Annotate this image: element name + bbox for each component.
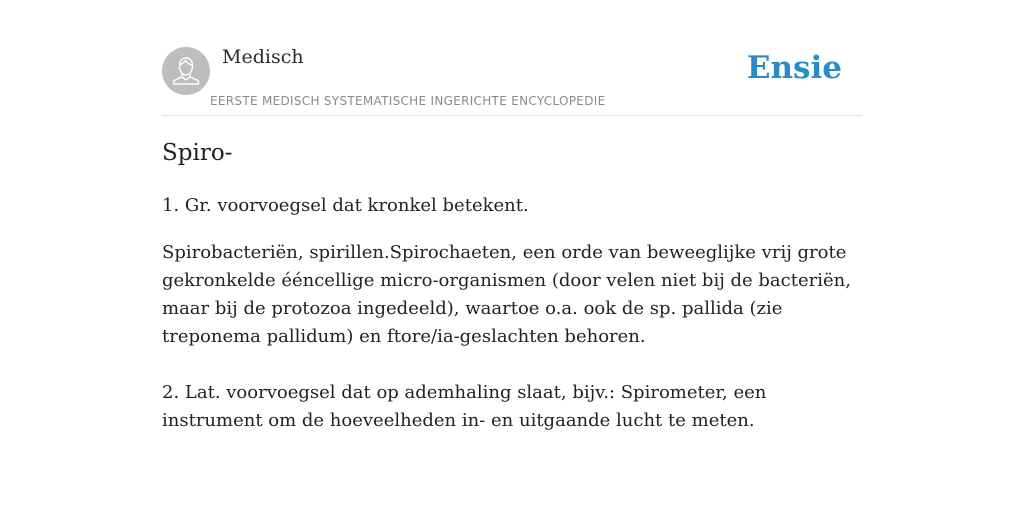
- entry-page: [162, 0, 862, 431]
- user-avatar-icon[interactable]: [162, 47, 210, 95]
- page-header: [162, 0, 862, 116]
- brand-logo[interactable]: Ensie: [746, 50, 842, 86]
- person-outline-icon: [162, 47, 210, 95]
- entry-body: [162, 192, 862, 435]
- entry-paragraph-2: Spirobacteriën, spirillen.Spirochaeten, een orde van beweeglijke vrij grote gekronkelde ééncellige micro-organismen (door velen niet bij de bacteriën, maar bij de protozoa ingedeeld), waartoe o.a. ook de sp. pallida (zie treponema pallidum) en ftore/ia-geslachten behoren.: [162, 242, 851, 347]
- entry-paragraph-1: 1. Gr. voorvoegsel dat kronkel betekent.: [162, 195, 529, 216]
- category-link[interactable]: Medisch: [222, 46, 304, 68]
- site-subtitle: EERSTE MEDISCH SYSTEMATISCHE INGERICHTE ENCYCLOPEDIE: [210, 94, 606, 108]
- entry-term: Spiro-: [162, 140, 233, 166]
- entry-paragraph-3: 2. Lat. voorvoegsel dat op ademhaling slaat, bijv.: Spirometer, een instrument om de hoeveelheden in- en uitgaande lucht te meten.: [162, 382, 767, 431]
